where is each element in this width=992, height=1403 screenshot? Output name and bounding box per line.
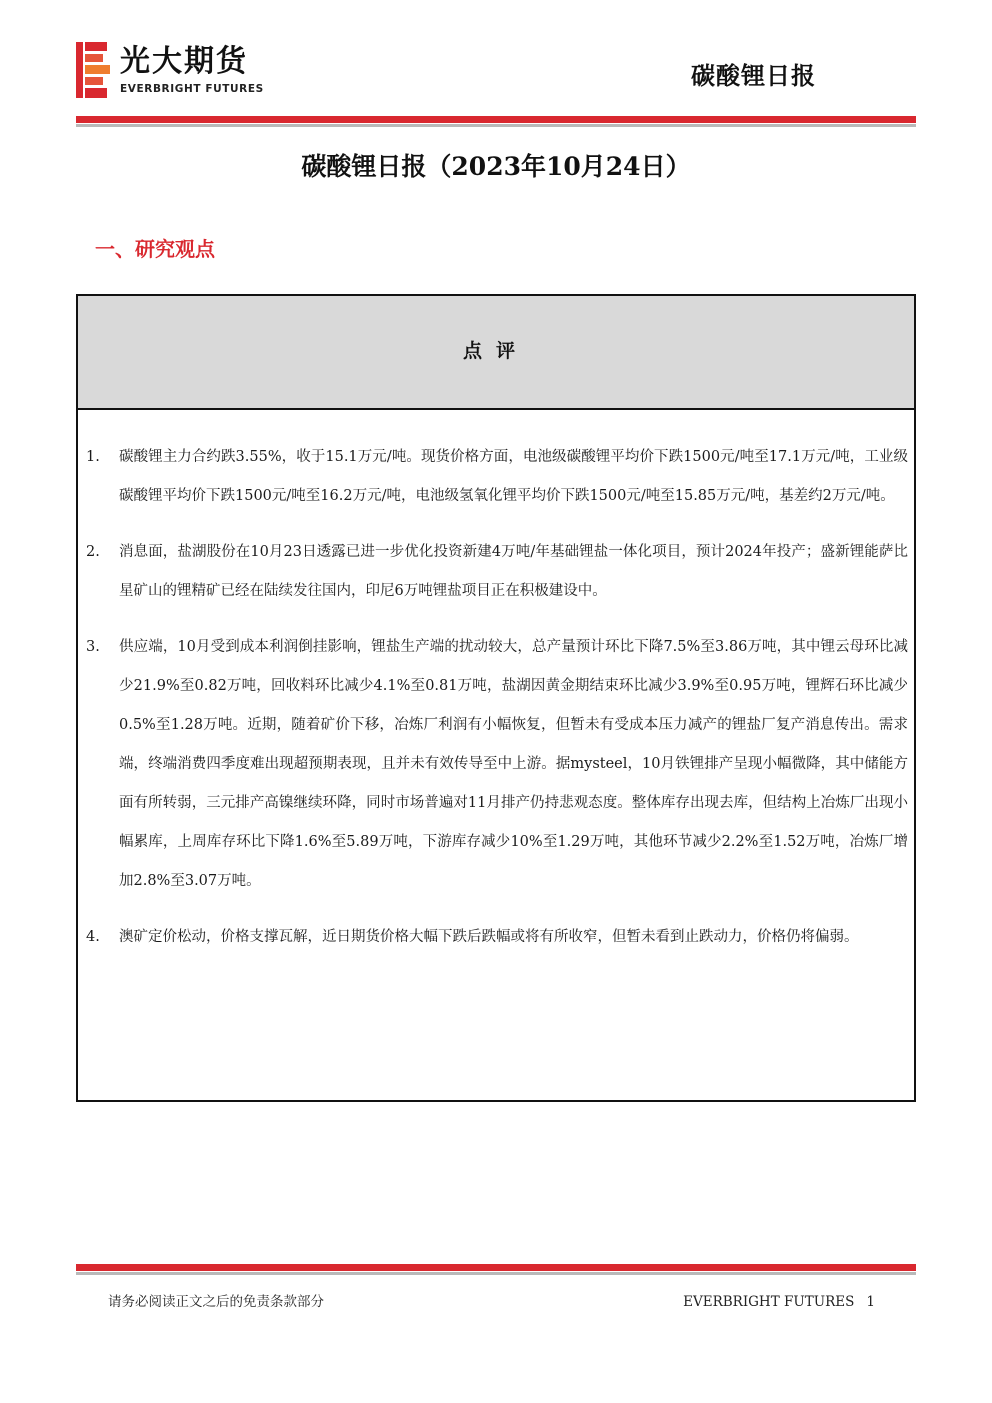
logo-english-name: EVERBRIGHT FUTURES <box>120 83 264 95</box>
company-logo <box>76 42 296 100</box>
item-number: 3. <box>86 639 100 655</box>
footer-brand-page <box>683 1292 875 1312</box>
footer-brand: EVERBRIGHT FUTURES <box>683 1294 855 1310</box>
item-text: 澳矿定价松动，价格支撑瓦解，近日期货价格大幅下跌后跌幅或将有所收窄，但暂未看到止跌动力，价格仍将偏弱。 <box>119 929 859 945</box>
footer-divider-grey <box>76 1272 916 1275</box>
list-item <box>78 533 914 611</box>
document-title: 碳酸锂日报（2023年10月24日） <box>301 152 691 181</box>
report-header-title: 碳酸锂日报 <box>691 62 816 90</box>
footer-disclaimer: 请务必阅读正文之后的免责条款部分 <box>108 1294 324 1310</box>
item-number: 2. <box>86 544 100 560</box>
item-text: 消息面，盐湖股份在10月23日透露已进一步优化投资新建4万吨/年基础锂盐一体化项目，预计2024年投产；盛新锂能萨比星矿山的锂精矿已经在陆续发往国内，印尼6万吨锂盐项目正在积极建设中。 <box>119 544 908 599</box>
page-number: 1 <box>866 1294 875 1310</box>
logo-mark-icon <box>76 42 110 98</box>
review-points-list <box>78 438 914 974</box>
header-divider-red <box>76 116 916 123</box>
logo-chinese-name: 光大期货 <box>120 44 248 79</box>
header-divider-grey <box>76 124 916 127</box>
list-item <box>78 628 914 901</box>
review-header-label: 点评 <box>462 340 529 362</box>
list-item <box>78 438 914 516</box>
item-number: 4. <box>86 929 100 945</box>
item-text: 供应端，10月受到成本利润倒挂影响，锂盐生产端的扰动较大，总产量预计环比下降7.5%至3.86万吨，其中锂云母环比减少21.9%至0.82万吨，回收料环比减少4.1%至0.81万吨，盐湖因黄金期结束环比减少3.9%至0.95万吨，锂辉石环比减少0.5%至1.28万吨。近期，随着矿价下移，冶炼厂利润有小幅恢复，但暂未有受成本压力减产的锂盐厂复产消息传出。需求端，终端消费四季度难出现超预期表现，且并未有效传导至中上游。据mysteel，10月铁锂排产呈现小幅微降，其中储能方面有所转弱，三元排产高镍继续环降，同时市场普遍对11月排产仍持悲观态度。整体库存出现去库，但结构上冶炼厂出现小幅累库，上周库存环比下降1.6%至5.89万吨，下游库存减少10%至1.29万吨，其他环节减少2.2%至1.52万吨，冶炼厂增加2.8%至3.07万吨。 <box>119 639 908 889</box>
item-text: 碳酸锂主力合约跌3.55%，收于15.1万元/吨。现货价格方面，电池级碳酸锂平均价下跌1500元/吨至17.1万元/吨，工业级碳酸锂平均价下跌1500元/吨至16.2万元/吨，电池级氢氧化锂平均价下跌1500元/吨至15.85万元/吨，基差约2万元/吨。 <box>119 449 908 504</box>
section-heading: 一、研究观点 <box>95 237 215 261</box>
list-item <box>78 918 914 957</box>
review-table-header <box>78 296 914 410</box>
item-number: 1. <box>86 449 100 465</box>
review-table <box>76 294 916 1102</box>
footer-divider-red <box>76 1264 916 1271</box>
